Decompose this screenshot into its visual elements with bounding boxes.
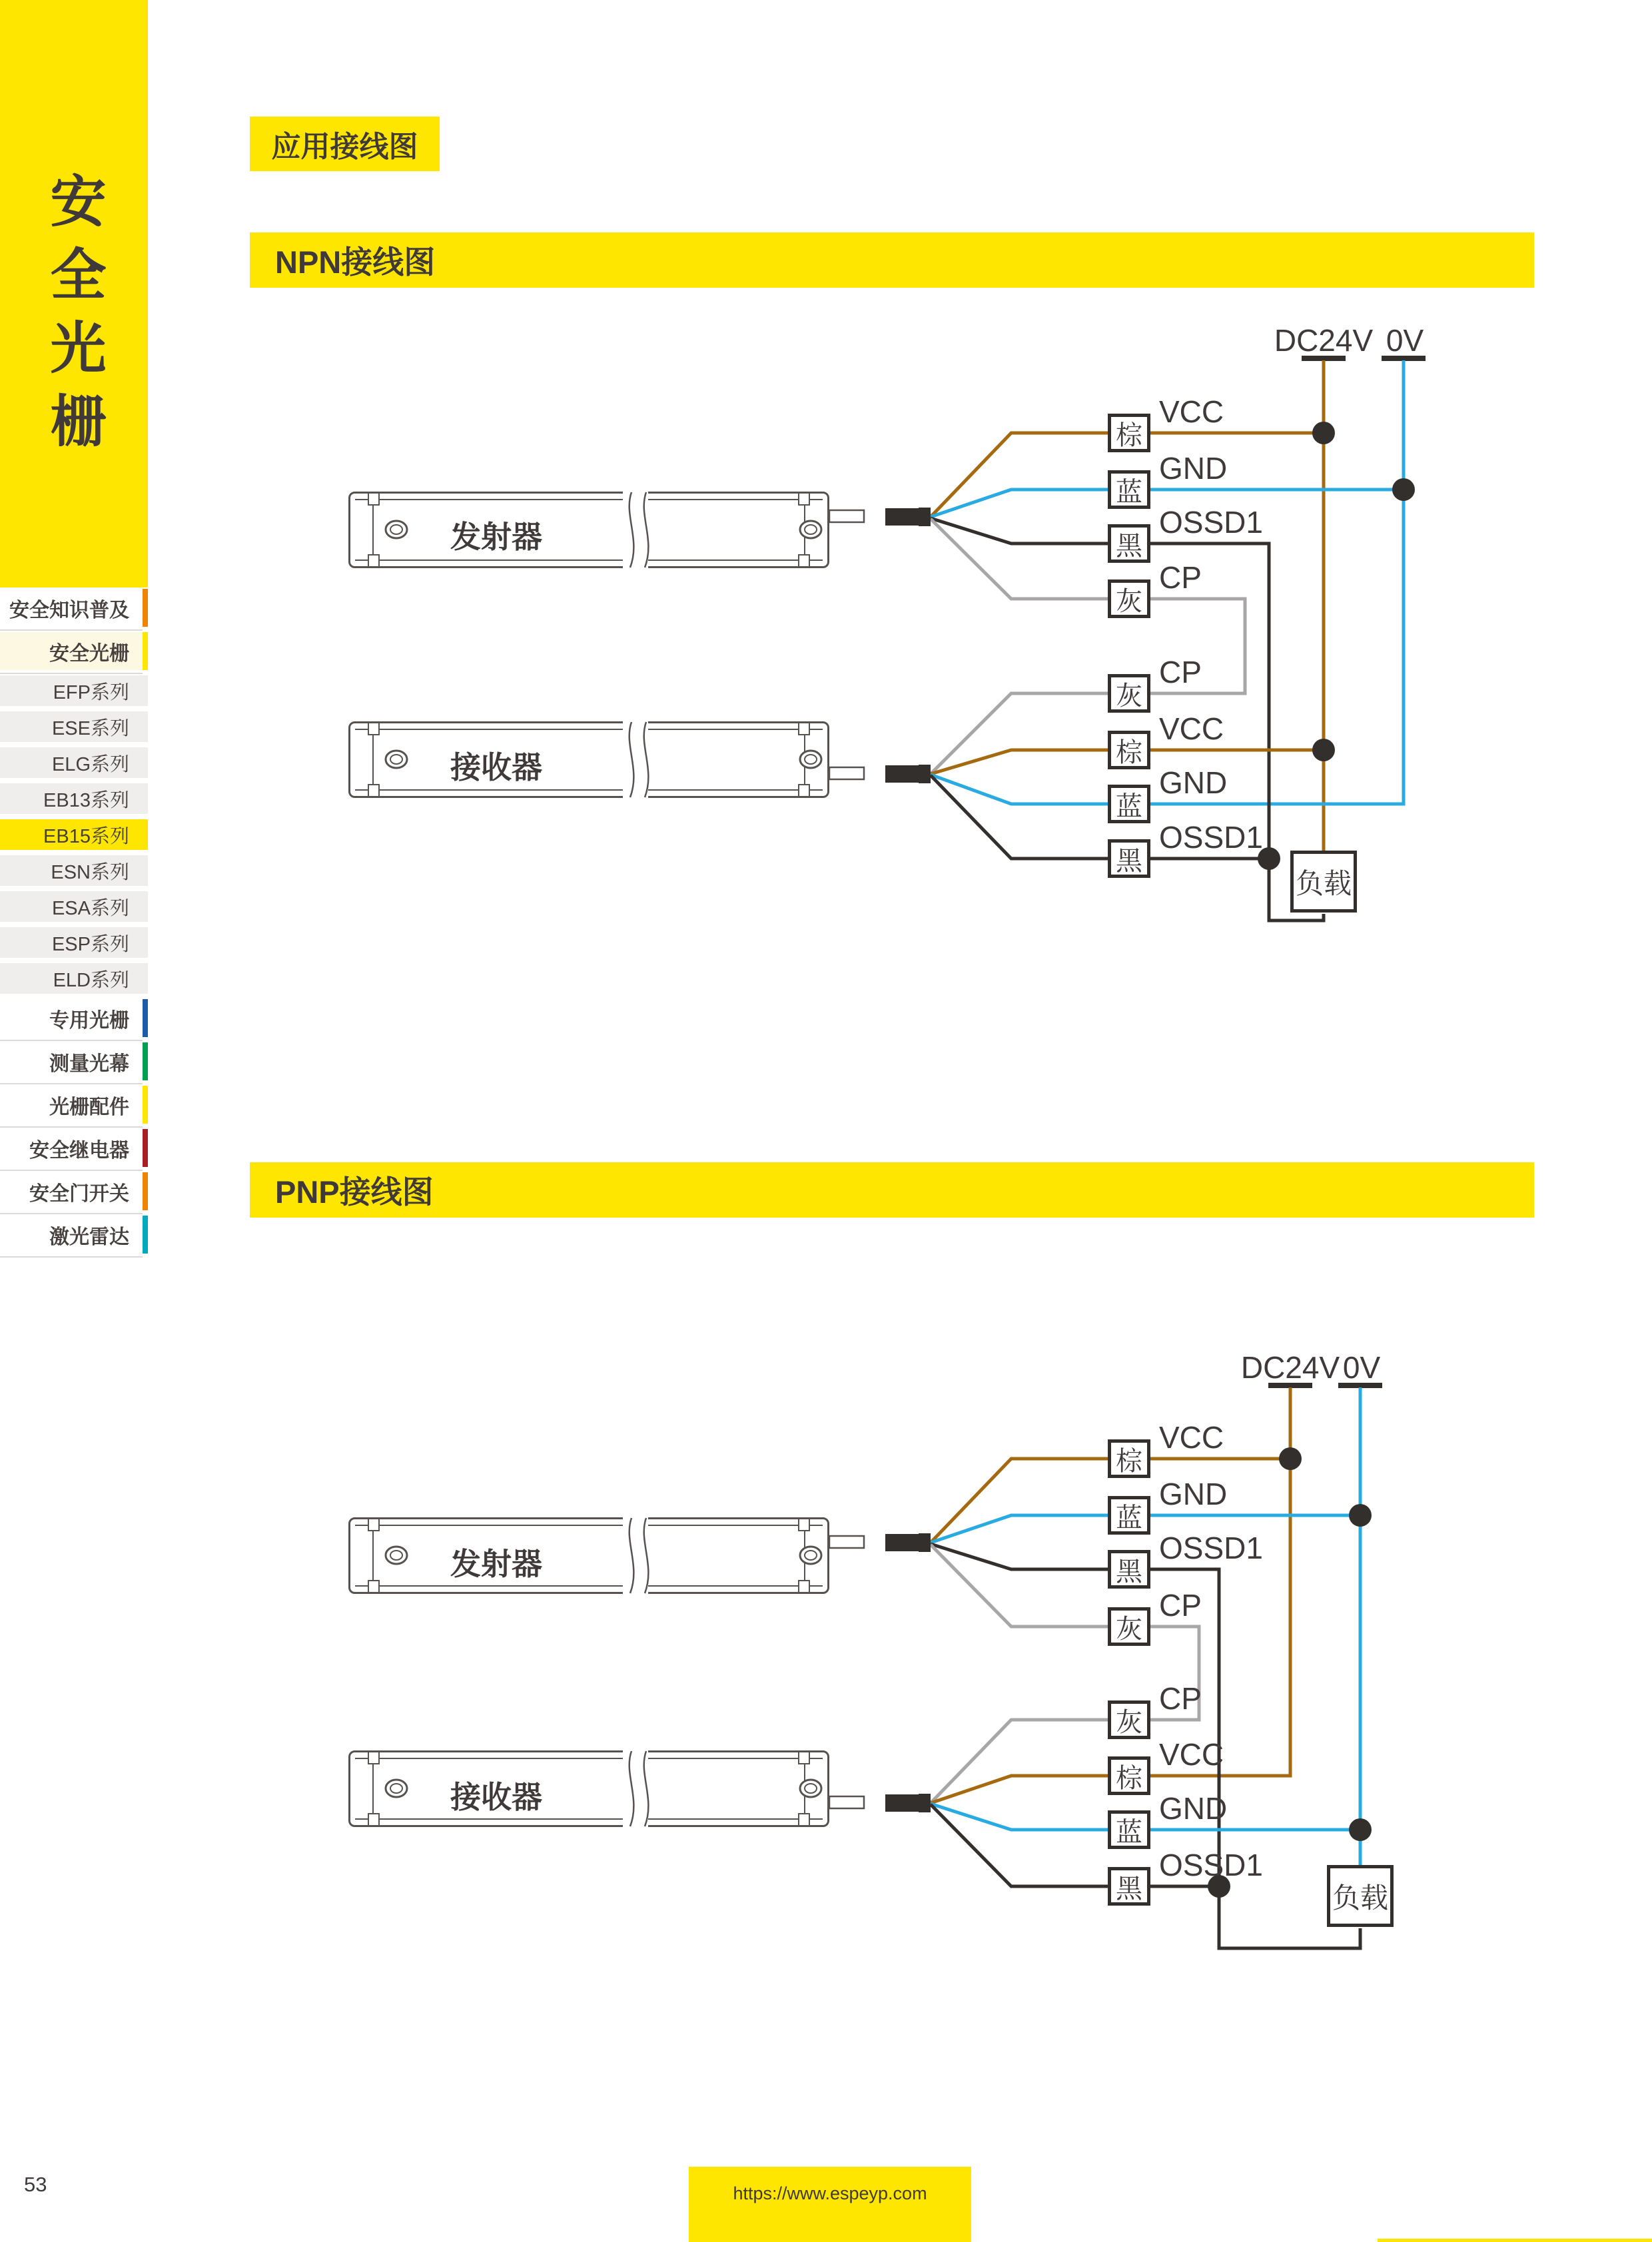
signal-label-gnd: GND	[1159, 1477, 1228, 1511]
signal-label-vcc: VCC	[1159, 711, 1224, 746]
wire-color-box-brown: 棕	[1108, 731, 1150, 769]
signal-label-ossd1: OSSD1	[1159, 505, 1263, 540]
section-badge: 应用接线图	[250, 117, 440, 171]
sidebar-item-label: 安全继电器	[29, 1139, 129, 1162]
wire-color-box-blue: 蓝	[1108, 785, 1150, 823]
pnp-rx-cp-wire	[931, 1720, 1108, 1803]
wire-color-box-brown: 棕	[1108, 414, 1150, 452]
junction-dot	[1312, 739, 1335, 761]
sidebar-item-label: ELD系列	[53, 969, 129, 991]
wire-color-box-black: 黑	[1108, 839, 1150, 878]
signal-label-ossd1: OSSD1	[1159, 820, 1263, 855]
signal-label-vcc: VCC	[1159, 1420, 1224, 1455]
page-number: 53	[24, 2173, 47, 2196]
sidebar-item-label: 安全门开关	[29, 1182, 129, 1205]
vertical-category-title: 安全光栅	[43, 172, 105, 465]
wire-color-box-gray: 灰	[1108, 579, 1150, 618]
pnp-0v-label: 0V	[1342, 1350, 1381, 1385]
sidebar-item-label: 专用光栅	[49, 1009, 129, 1032]
npn-transmitter-label: 发射器	[450, 520, 542, 554]
npn-dc24v-label: DC24V	[1274, 323, 1374, 358]
signal-label-ossd1: OSSD1	[1159, 1531, 1263, 1565]
sidebar-item-label: ELG系列	[51, 753, 129, 775]
wire-color-box-gray: 灰	[1108, 1700, 1150, 1739]
wire-color-box-gray: 灰	[1108, 674, 1150, 713]
signal-label-gnd: GND	[1159, 765, 1228, 800]
pnp-transmitter-label: 发射器	[450, 1547, 542, 1581]
npn-0v-label: 0V	[1386, 323, 1424, 358]
pnp-receiver-label: 接收器	[450, 1780, 542, 1814]
pnp-dc24v-label: DC24V	[1240, 1350, 1340, 1385]
wire-color-box-blue: 蓝	[1108, 1496, 1150, 1535]
sidebar-item-label: 光栅配件	[49, 1096, 129, 1118]
signal-label-vcc: VCC	[1159, 1737, 1224, 1772]
signal-label-cp: CP	[1159, 560, 1202, 595]
sidebar-item-label: 安全光栅	[49, 642, 129, 665]
signal-label-cp: CP	[1159, 655, 1202, 689]
junction-dot	[1349, 1818, 1372, 1841]
junction-dot	[1349, 1504, 1372, 1527]
signal-label-cp: CP	[1159, 1588, 1202, 1623]
junction-dot	[1279, 1447, 1302, 1470]
junction-dot	[1312, 422, 1335, 444]
sidebar-item-label: ESN系列	[51, 861, 129, 883]
signal-label-cp: CP	[1159, 1681, 1202, 1716]
wire-color-box-gray: 灰	[1108, 1607, 1150, 1646]
sidebar-item-label: 激光雷达	[49, 1226, 129, 1248]
npn-rx-gnd-wire	[931, 775, 1108, 804]
sidebar-item-label: 测量光幕	[49, 1052, 129, 1075]
signal-label-gnd: GND	[1159, 451, 1228, 486]
sidebar-item-label: ESA系列	[51, 897, 129, 919]
signal-label-ossd1: OSSD1	[1159, 1848, 1263, 1882]
npn-receiver-label: 接收器	[450, 750, 542, 785]
wire-color-box-brown: 棕	[1108, 1439, 1150, 1478]
wire-color-box-brown: 棕	[1108, 1756, 1150, 1795]
sidebar-item-label: EB15系列	[43, 825, 129, 847]
pnp-rx-vcc-wire	[931, 1776, 1108, 1803]
wire-color-box-black: 黑	[1108, 1867, 1150, 1906]
sidebar-item-label: ESP系列	[51, 933, 129, 955]
sidebar-item-label: 安全知识普及	[9, 599, 129, 621]
sidebar-item-label: EB13系列	[43, 789, 129, 811]
npn-rx-cp-wire	[931, 693, 1108, 774]
footer-url[interactable]: https://www.espeyp.com	[733, 2183, 927, 2203]
wire-color-box-blue: 蓝	[1108, 1810, 1150, 1849]
pnp-load-box: 负载	[1327, 1865, 1394, 1927]
junction-dot	[1392, 478, 1415, 501]
npn-load-box: 负载	[1290, 851, 1357, 913]
wire-color-box-blue: 蓝	[1108, 470, 1150, 509]
signal-label-gnd: GND	[1159, 1791, 1228, 1826]
sidebar-item-label: ESE系列	[51, 717, 129, 739]
sidebar-item-label: EFP系列	[53, 681, 129, 703]
npn-diagram	[350, 358, 1426, 921]
wire-color-box-black: 黑	[1108, 524, 1150, 563]
npn-diagram-title-bar: NPN接线图	[250, 232, 1534, 288]
signal-label-vcc: VCC	[1159, 394, 1224, 429]
wire-color-box-black: 黑	[1108, 1550, 1150, 1589]
pnp-diagram-title-bar: PNP接线图	[250, 1162, 1534, 1218]
